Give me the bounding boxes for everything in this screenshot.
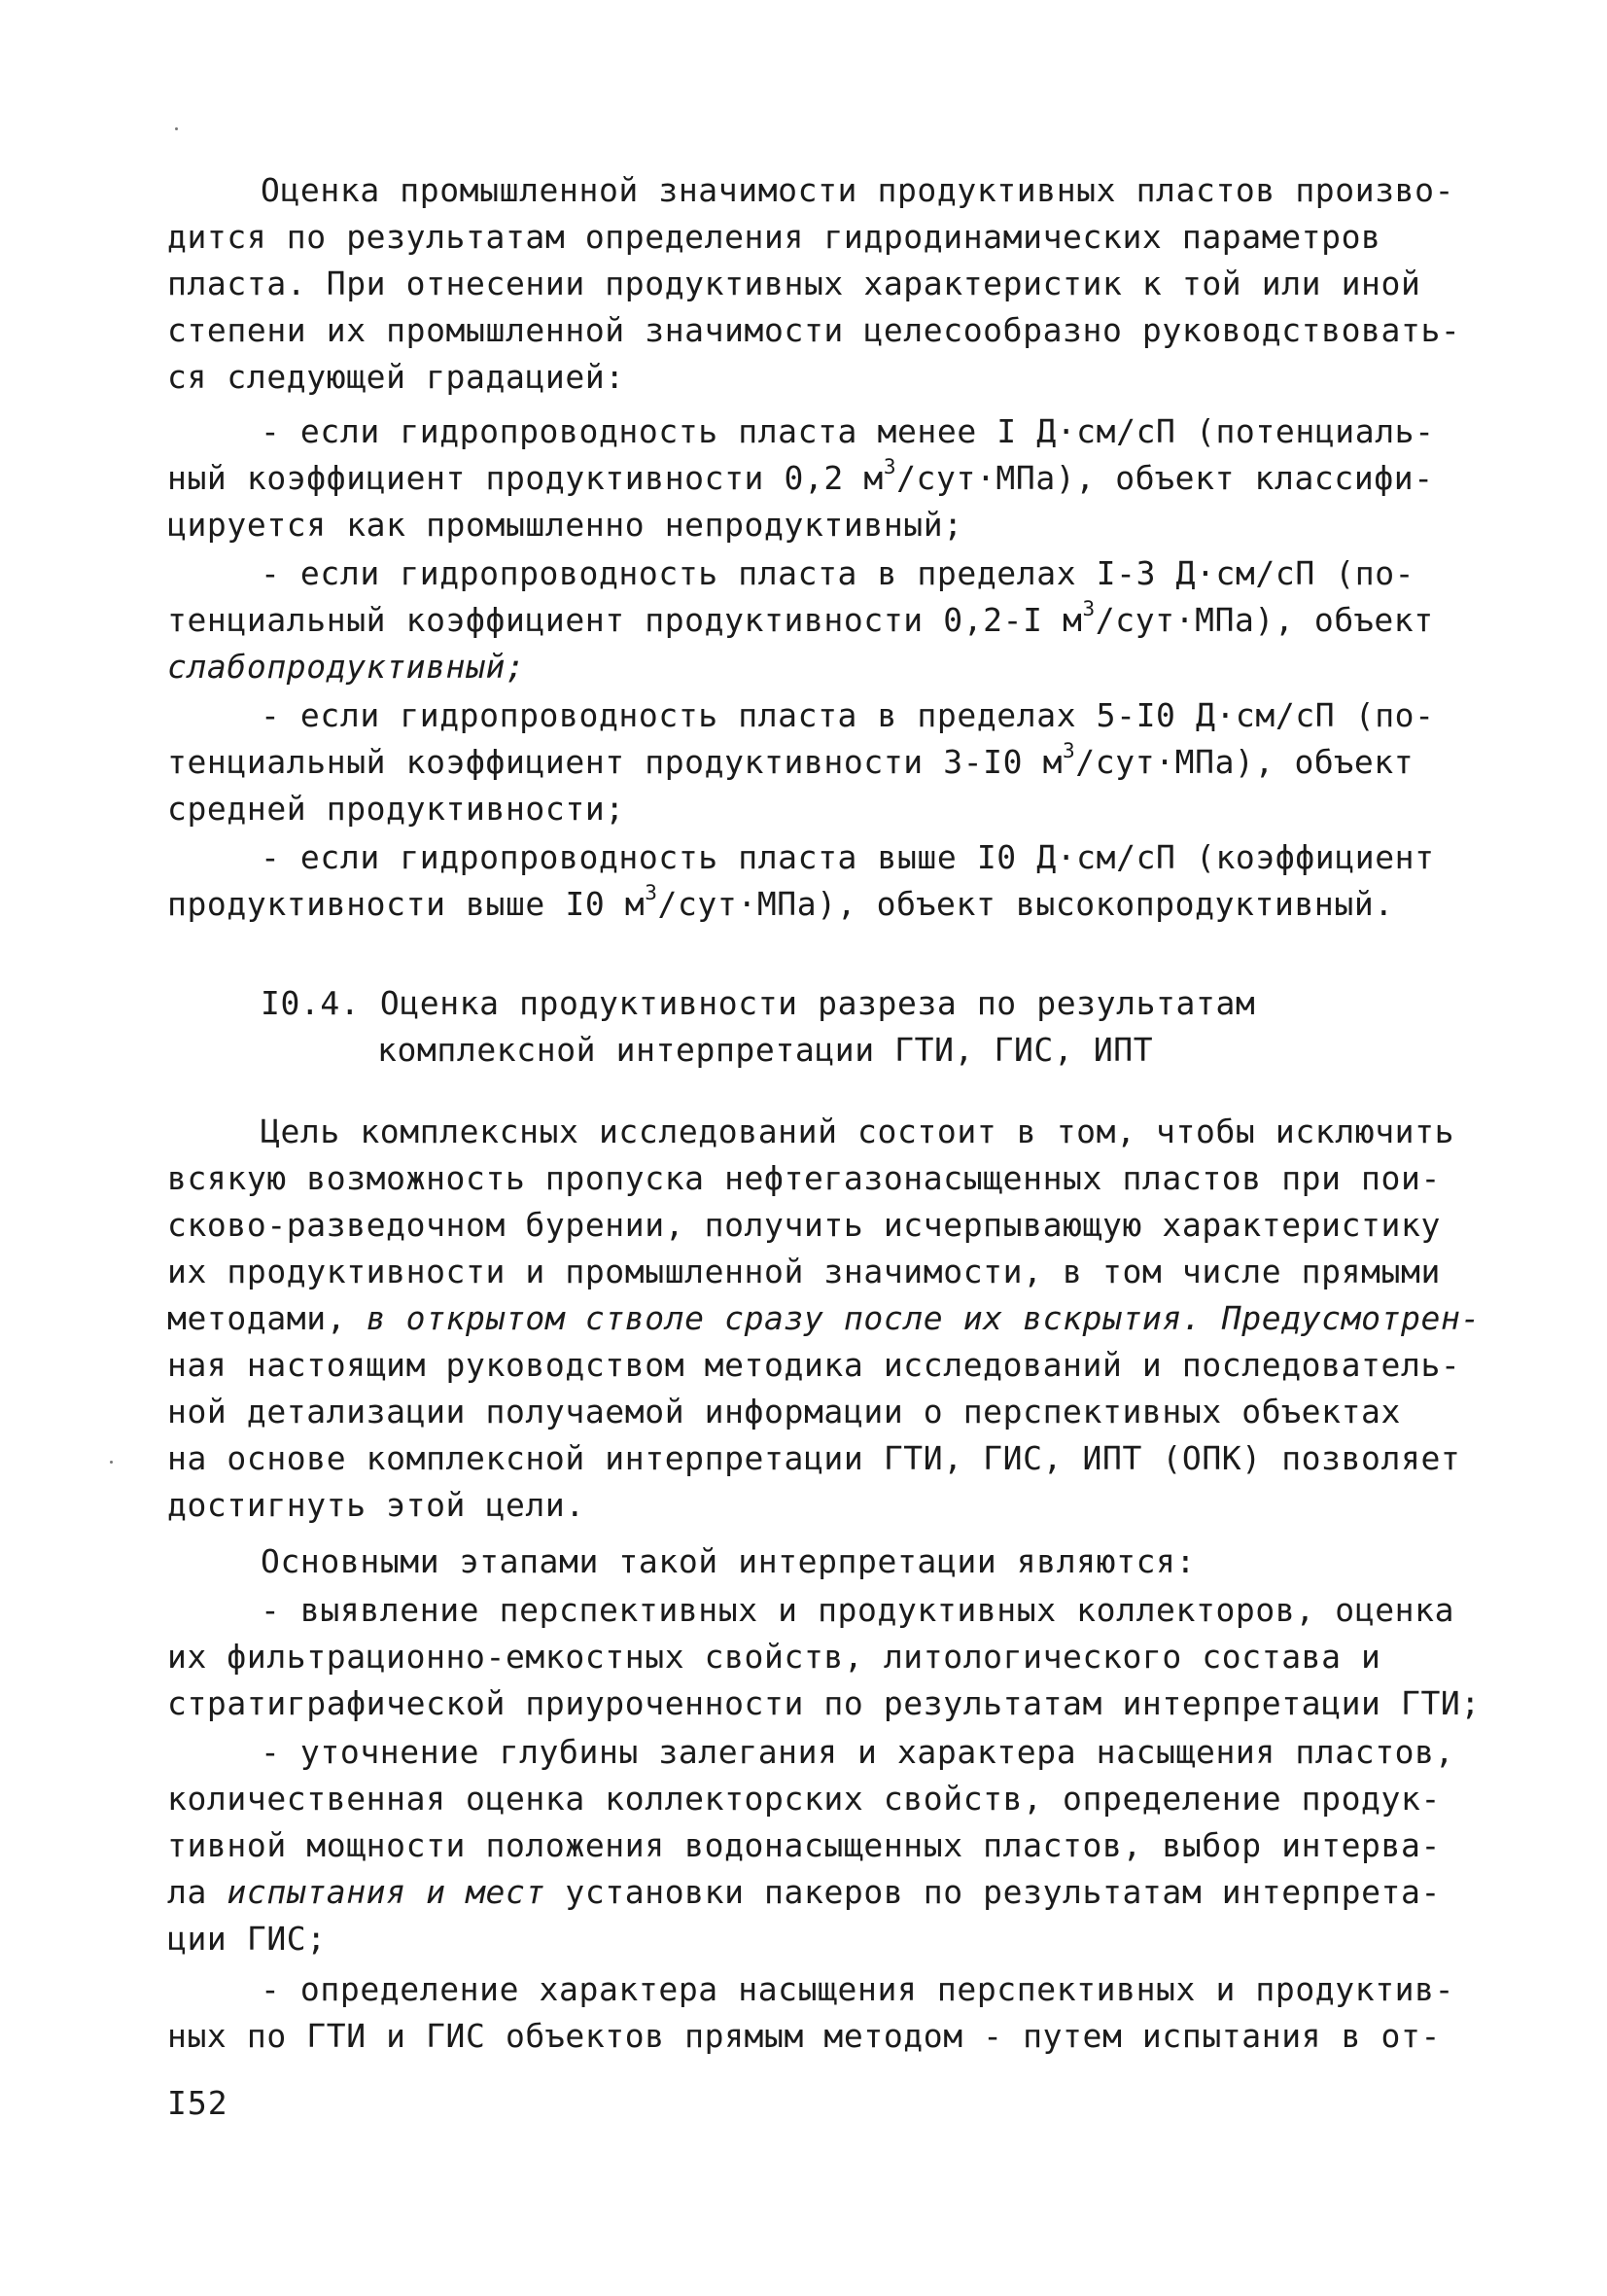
paragraph-line: их продуктивности и промышленной значимости, в том числе прямыми [167,1253,1441,1290]
text-run: установки пакеров по результатам интерпрета- [544,1873,1441,1911]
paragraph-line: Основными этапами такой интерпретации являются: [261,1542,1196,1580]
list-item-line: средней продуктивности; [167,790,625,828]
text-run: тенциальный коэффициент продуктивности 0,2-I м [167,601,1083,639]
section-number: I0.4. [261,984,361,1022]
section-heading [261,980,1255,1027]
list-item-line: тивной мощности положения водонасыщенных пластов, выбор интерва- [167,1826,1441,1864]
paragraph-line: Оценка промышленной значимости продуктивных пластов произво- [261,171,1455,209]
paragraph-line: на основе комплексной интерпретации ГТИ, ГИС, ИПТ (ОПК) позволяет [167,1439,1461,1477]
paragraph-line: достигнуть этой цели. [167,1486,585,1524]
superscript: 3 [645,881,658,904]
text-run: /сут·МПа), объект [1075,743,1415,781]
text-run: методами, [167,1299,367,1337]
list-item-line: - если гидропроводность пласта выше I0 Д·см/сП (коэффициент [261,838,1435,876]
paragraph-line [167,1295,1481,1342]
list-item-line: - если гидропроводность пласта менее I Д·см/сП (потенциаль- [261,412,1435,450]
text-run: /сут·МПа), объект [1095,601,1434,639]
list-item-line [167,881,1394,928]
text-run: ный коэффициент продуктивности 0,2 м [167,459,884,497]
list-item-line: ции ГИС; [167,1920,327,1958]
list-item-line: - определение характера насыщения перспективных и продуктив- [261,1970,1455,2008]
paragraph-line: ная настоящим руководством методика исследований и последователь- [167,1346,1461,1384]
scan-speck [175,127,178,130]
paragraph-line: сково-разведочном бурении, получить исчерпывающую характеристику [167,1206,1441,1244]
list-item-line [167,739,1414,786]
superscript: 3 [883,455,897,478]
list-item-line [167,1869,1441,1916]
list-item-line: цируется как промышленно непродуктивный; [167,506,963,544]
paragraph-line: всякую возможность пропуска нефтегазонасыщенных пластов при пои- [167,1159,1441,1197]
paragraph-line: ной детализации получаемой информации о перспективных объектах [167,1393,1401,1431]
list-item-line: - если гидропроводность пласта в пределах I-3 Д·см/сП (по- [261,554,1415,592]
italic-text-run: испытания и мест [227,1873,545,1911]
list-item-line [167,455,1434,502]
italic-text-run: в открытом стволе сразу после их вскрытия. Предусмотрен- [366,1299,1481,1337]
superscript: 3 [1063,739,1076,762]
text-run: ла [167,1873,227,1911]
list-item-line: слабопродуктивный; [167,648,526,686]
list-item-line [167,597,1434,644]
superscript: 3 [1082,597,1096,620]
list-item-line: их фильтрационно-емкостных свойств, литологического состава и [167,1638,1381,1676]
list-item-line: - уточнение глубины залегания и характера насыщения пластов, [261,1733,1455,1771]
section-title-continuation: комплексной интерпретации ГТИ, ГИС, ИПТ [377,1031,1154,1069]
text-run: /сут·МПа), объект высокопродуктивный. [657,885,1394,923]
text-run: продуктивности выше I0 м [167,885,646,923]
paragraph-line: пласта. При отнесении продуктивных характеристик к той или иной [167,265,1421,302]
text-run: /сут·МПа), объект классифи- [896,459,1434,497]
text-run: тенциальный коэффициент продуктивности 3-I0 м [167,743,1064,781]
list-item-line: ных по ГТИ и ГИС объектов прямым методом - путем испытания в от- [167,2017,1441,2055]
list-item-line: - если гидропроводность пласта в пределах 5-I0 Д·см/сП (по- [261,696,1435,734]
paragraph-line: степени их промышленной значимости целесообразно руководствовать- [167,311,1461,349]
paragraph-line: Цель комплексных исследований состоит в том, чтобы исключить [261,1113,1455,1150]
page-number: I52 [167,2084,228,2122]
paragraph-line: дится по результатам определения гидродинамических параметров [167,218,1381,256]
list-item-line: стратиграфической приуроченности по результатам интерпретации ГТИ; [167,1684,1481,1722]
scan-speck [110,1461,113,1464]
section-title: Оценка продуктивности разреза по результатам [379,984,1256,1022]
list-item-line: количественная оценка коллекторских свойств, определение продук- [167,1780,1441,1818]
list-item-line: - выявление перспективных и продуктивных коллекторов, оценка [261,1591,1455,1629]
paragraph-line: ся следующей градацией: [167,358,625,396]
